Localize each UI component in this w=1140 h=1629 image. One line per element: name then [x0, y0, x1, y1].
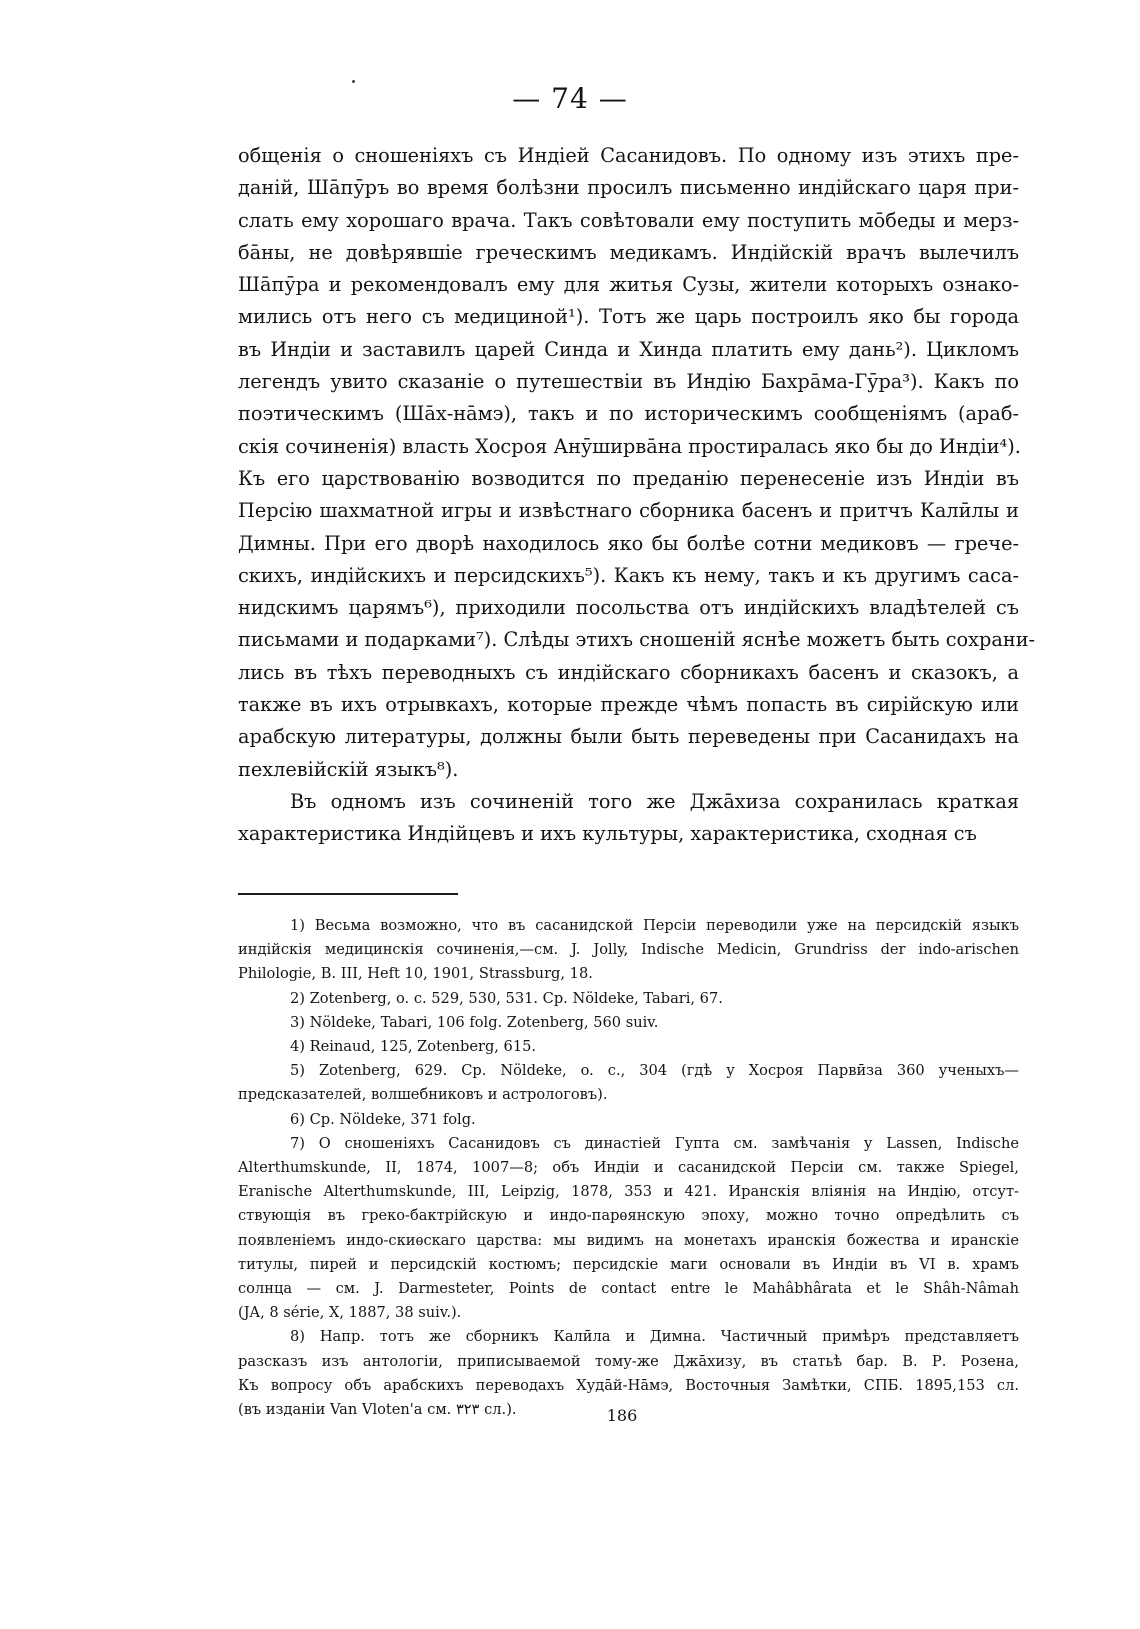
text-line: мились отъ него съ медициной¹). Тотъ же царь построилъ яко бы города	[238, 305, 1019, 329]
text-line: скія сочиненія) власть Хосроя Анӯширвāна простиралась яко бы до Индіи⁴).	[238, 434, 1021, 458]
footnote-line: ствующія въ греко-бактрійскую и индо-парѳянскую эпоху, можно точно опредѣлить съ	[238, 1207, 1019, 1225]
footnote-separator	[238, 893, 458, 895]
footnote-line: разсказъ изъ антологіи, приписываемой тому-же Джāхизу, въ статьѣ бар. В. Р. Розена,	[238, 1352, 1019, 1370]
footnote-1	[238, 914, 1019, 987]
text-line: легендъ увито сказаніе о путешествіи въ Индію Бахрāма-Гӯра³). Какъ по	[238, 370, 1019, 394]
text-line: также въ ихъ отрывкахъ, которые прежде чѣмъ попасть въ сирійскую или	[238, 693, 1019, 717]
footnote-6	[238, 1108, 1019, 1132]
footnote-line: 1) Весьма возможно, что въ сасанидской Персіи переводили уже на персидскій языкъ	[290, 917, 1019, 934]
text-line: арабскую литературы, должны были быть переведены при Сасанидахъ на	[238, 725, 1019, 749]
footnote-line: Къ вопросу объ арабскихъ переводахъ Худāй-Нāмэ, Восточныя Замѣтки, СПБ. 1895,153 сл.	[238, 1376, 1019, 1394]
footnote-2	[238, 987, 1019, 1011]
footnote-line: 3) Nöldeke, Tabari, 106 folg. Zotenberg, 560 suiv.	[290, 1013, 659, 1031]
text-line: письмами и подарками⁷). Слѣды этихъ сношеній яснѣе можетъ быть сохрани-	[238, 628, 1036, 652]
footnote-line: титулы, пирей и персидскій костюмъ; персидскіе маги основали въ Индіи въ VI в. храмъ	[238, 1255, 1019, 1273]
text-line: Въ одномъ изъ сочиненій того же Джāхиза сохранилась краткая	[290, 789, 1019, 813]
footnotes	[238, 914, 1019, 1422]
text-line: лись въ тѣхъ переводныхъ съ индійскаго сборникахъ басенъ и сказокъ, а	[238, 660, 1019, 684]
text-line: пехлевійскій языкъ⁸).	[238, 757, 459, 781]
text-line: Шāпӯра и рекомендовалъ ему для житья Сузы, жители которыхъ ознако-	[238, 273, 1019, 297]
page-number: — 74 —	[512, 82, 628, 115]
footnote-line: появленіемъ индо-скиѳскаго царства: мы видимъ на монетахъ иранскія божества и иранскіе	[238, 1231, 1019, 1249]
text-line: даній, Шāпӯръ во время болѣзни просилъ письменно индійскаго царя при-	[238, 176, 1019, 200]
footnote-line: Alterthumskunde, II, 1874, 1007—8; объ Индіи и сасанидской Персіи см. также Spiegel,	[238, 1159, 1019, 1177]
main-text	[238, 140, 1036, 851]
footnote-line: 5) Zotenberg, 629. Cp. Nöldeke, o. c., 304 (гдѣ у Хосроя Парвӣза 360 ученыхъ—	[290, 1062, 1019, 1080]
text-line: Персію шахматной игры и извѣстнаго сборника басенъ и притчъ Калӣлы и	[238, 499, 1019, 523]
footnote-line: 4) Reinaud, 125, Zotenberg, 615.	[290, 1038, 537, 1056]
text-line: поэтическимъ (Шāх-нāмэ), такъ и по историческимъ сообщеніямъ (араб-	[238, 402, 1019, 426]
text-line: въ Индіи и заставилъ царей Синда и Хинда платить ему дань²). Цикломъ	[238, 337, 1019, 361]
text-line: Димны. При его дворѣ находилось яко бы болѣе сотни медиковъ — грече-	[238, 531, 1019, 555]
footnote-line: 6) Cp. Nöldeke, 371 folg.	[290, 1110, 476, 1128]
text-line: характеристика Индійцевъ и ихъ культуры, характеристика, сходная съ	[238, 822, 977, 846]
footnote-line: индійскія медицинскія сочиненія,—см. J. Jolly, Indische Medicin, Grundriss der indo-arischen	[238, 941, 1019, 959]
footnote-line: (JA, 8 série, X, 1887, 38 suiv.).	[238, 1304, 462, 1322]
text-line: бāны, не довѣрявшіе греческимъ медикамъ. Индійскій врачъ вылечилъ	[238, 240, 1019, 264]
text-line: слать ему хорошаго врача. Такъ совѣтовали ему поступить мōбеды и мерз-	[238, 208, 1019, 232]
footnote-3	[238, 1011, 1019, 1035]
text-line: нидскимъ царямъ⁶), приходили посольства отъ индійскихъ владѣтелей съ	[238, 596, 1019, 620]
text-line: общенія о сношеніяхъ съ Индіей Сасанидовъ. По одному изъ этихъ пре-	[238, 144, 1019, 167]
footnote-line: 2) Zotenberg, o. c. 529, 530, 531. Cp. Nöldeke, Tabari, 67.	[290, 989, 723, 1007]
sheet-number: 186	[606, 1406, 638, 1425]
footnote-line: Eranische Alterthumskunde, III, Leipzig, 1878, 353 и 421. Иранскія вліянія на Индію, отсут-	[238, 1183, 1019, 1201]
footnote-line: солнца — см. J. Darmesteter, Points de contact entre le Mahâbhârata et le Shâh-Nâmah	[238, 1280, 1019, 1298]
footnote-4	[238, 1035, 1019, 1059]
footnote-line: Philologie, B. III, Heft 10, 1901, Strassburg, 18.	[238, 965, 593, 983]
footnote-line: (въ изданіи Van Vloten'а см. ٣٢٣ сл.).	[238, 1401, 517, 1419]
text-line: скихъ, индійскихъ и персидскихъ⁵). Какъ къ нему, такъ и къ другимъ саса-	[238, 563, 1019, 587]
footnote-line: 7) О сношеніяхъ Сасанидовъ съ династіей Гупта см. замѣчанія у Lassen, Indische	[290, 1134, 1019, 1152]
footnote-7	[238, 1132, 1019, 1326]
text-line: Къ его царствованію возводится по преданію перенесеніе изъ Индіи въ	[238, 466, 1019, 490]
footnote-line: 8) Напр. тотъ же сборникъ Калӣла и Димна. Частичный примѣръ представляетъ	[290, 1328, 1019, 1346]
footnote-5	[238, 1059, 1019, 1107]
footnote-line: предсказателей, волшебниковъ и астрологовъ).	[238, 1086, 608, 1104]
